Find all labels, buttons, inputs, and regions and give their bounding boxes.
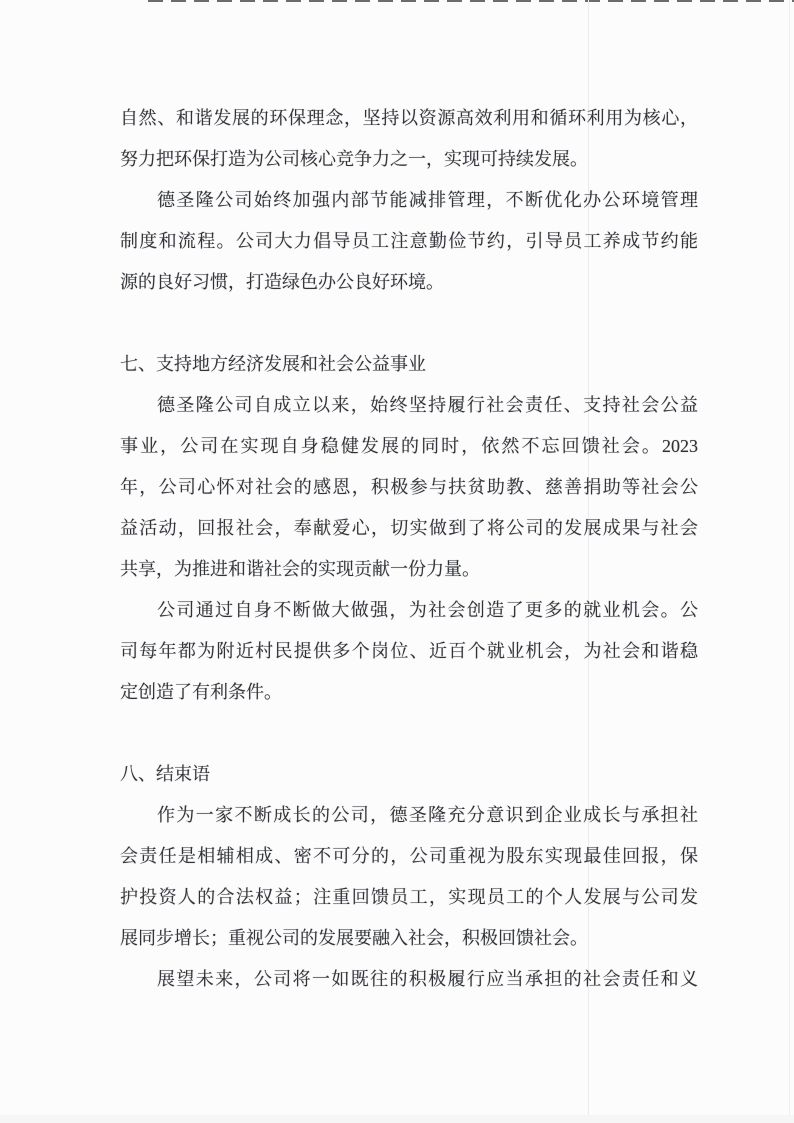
page-body-text <box>120 98 698 1000</box>
text-line: 展望未来，公司将一如既往的积极履行应当承担的社会责任和义 <box>157 969 698 989</box>
text-line: 德圣隆公司始终加强内部节能减排管理，不断优化办公环境管理 <box>157 190 698 210</box>
text-line: 共享，为推进和谐社会的实现贡献一份力量。 <box>120 559 480 579</box>
blank-line <box>120 713 698 754</box>
section-heading: 七、支持地方经济发展和社会公益事业 <box>120 354 426 374</box>
section-heading: 八、结束语 <box>120 764 210 784</box>
text-line: 制度和流程。公司大力倡导员工注意勤俭节约，引导员工养成节约能 <box>120 231 698 251</box>
text-line: 展同步增长；重视公司的发展要融入社会，积极回馈社会。 <box>120 928 588 948</box>
text-line: 事业，公司在实现自身稳健发展的同时，依然不忘回馈社会。2023 <box>120 436 698 456</box>
text-line: 自然、和谐发展的环保理念，坚持以资源高效利用和循环利用为核心， <box>120 108 698 128</box>
text-line: 会责任是相辅相成、密不可分的，公司重视为股东实现最佳回报，保 <box>120 846 698 866</box>
text-line: 作为一家不断成长的公司，德圣隆充分意识到企业成长与承担社 <box>157 805 698 825</box>
blank-line <box>120 303 698 344</box>
text-line: 努力把环保打造为公司核心竞争力之一，实现可持续发展。 <box>120 149 588 169</box>
text-line: 公司通过自身不断做大做强，为社会创造了更多的就业机会。公 <box>157 600 698 620</box>
scan-artifact-bottom-edge <box>0 1115 794 1123</box>
text-line: 年，公司心怀对社会的感恩，积极参与扶贫助教、慈善捐助等社会公 <box>120 477 698 497</box>
text-line: 源的良好习惯，打造绿色办公良好环境。 <box>120 272 444 292</box>
text-line: 定创造了有利条件。 <box>120 682 282 702</box>
text-line: 护投资人的合法权益；注重回馈员工，实现员工的个人发展与公司发 <box>120 887 698 907</box>
text-line: 益活动，回报社会，奉献爱心，切实做到了将公司的发展成果与社会 <box>120 518 698 538</box>
text-line: 德圣隆公司自成立以来，始终坚持履行社会责任、支持社会公益 <box>157 395 698 415</box>
scan-artifact-right-edge-line <box>789 0 790 1123</box>
text-line: 司每年都为附近村民提供多个岗位、近百个就业机会，为社会和谐稳 <box>120 641 698 661</box>
scan-artifact-top-edge <box>148 0 794 2</box>
